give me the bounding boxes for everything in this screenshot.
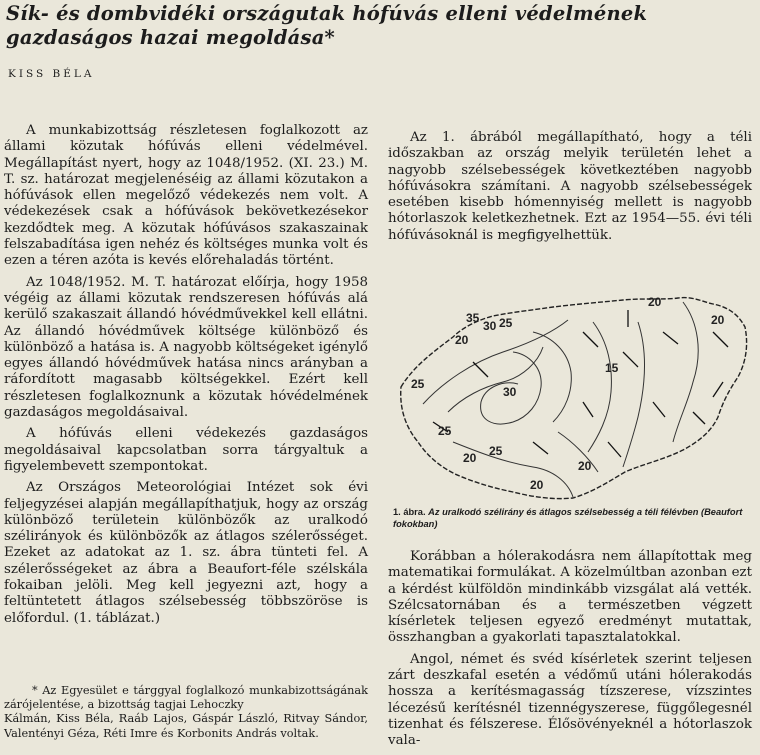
right-column-top <box>388 130 752 249</box>
paragraph: Az Országos Meteorológiai Intézet sok évi feljegyzései alapján megállapíthatjuk, hogy az ország különböző területein különbözők az uralkodó szélirányok és különbözők az átlagos szélerősséget. Ezeket az adatokat az 1. sz. ábra tünteti fel. A szélerősségeket az ábra a Beaufort-féle szélskála fokaiban jelöli. Meg kell jegyezni azt, hogy a feltüntetett átlagos szélsebesség többszöröse is előfordul. (1. táblázat.) <box>4 480 368 626</box>
arrow <box>608 442 621 457</box>
arrow <box>653 402 665 417</box>
map-label: 30 <box>483 319 497 333</box>
isoline <box>623 322 644 467</box>
wind-arrows <box>433 310 728 457</box>
figure-caption <box>393 506 755 530</box>
left-column <box>4 123 368 632</box>
isoline <box>533 332 571 422</box>
arrow <box>533 442 548 454</box>
right-column-bottom <box>388 549 752 755</box>
paragraph: Korábban a hólerakodásra nem állapítottak meg matematikai formulákat. A közelmúltban azonban ezt a kérdést külföldön mindinkább vizsgálat alá vették. Szélcsatornában és a természetben végzett kísérletek teljesen egyező eredményt mutattak, összhangban a gyakorlati tapasztalatokkal. <box>388 549 752 646</box>
map-label: 25 <box>499 316 513 330</box>
isoline <box>673 302 698 442</box>
isoline <box>588 322 611 452</box>
map-label: 20 <box>648 295 662 309</box>
footnote-line: * Az Egyesület e tárggyal foglalkozó munkabizottságának zárójelentése, a bizottság tagjai Lehoczky <box>4 684 368 712</box>
map-label: 35 <box>466 311 480 325</box>
wind-map-figure <box>393 292 755 504</box>
map-label: 25 <box>489 444 503 458</box>
footnote-line: Kálmán, Kiss Béla, Raáb Lajos, Gáspár László, Ritvay Sándor, Valentényi Géza, Réti Imre és Korbonits András voltak. <box>4 712 368 740</box>
arrow <box>473 362 488 377</box>
map-label: 30 <box>503 385 517 399</box>
map-label: 25 <box>411 377 425 391</box>
arrow <box>583 332 598 347</box>
arrow <box>713 382 723 397</box>
map-label: 20 <box>578 459 592 473</box>
arrow <box>713 332 728 347</box>
footnote <box>4 684 368 741</box>
paragraph: A munkabizottság részletesen foglalkozott az állami közutak hófúvás elleni védelmével. Megállapítást nyert, hogy az 1048/1952. (XI. 23.) M. T. sz. határozat megjelenéséig az állami közutakon a hófúvások ellen megelőző védekezés nem volt. A védekezések csak a hófúvások bekövetkezésekor kezdődtek meg. A közutak hófúvásos szakaszainak felszabadítása igen nehéz és költséges munka volt és ezen a téren azóta is kevés előrehaladás történt. <box>4 123 368 269</box>
paragraph: Az 1. ábrából megállapítható, hogy a téli időszakban az ország melyik területén lehet a nagyobb szélsebességek következtében nagyobb hófúvásokra számítani. A nagyobb szélsebességek esetében kisebb hómennyiség mellett is nagyobb hótorlaszok keletkezhetnek. Ezt az 1954—55. évi téli hófúvásoknál is megfigyelhettük. <box>388 130 752 243</box>
map-label: 20 <box>455 333 469 347</box>
arrow <box>693 412 705 424</box>
hungary-map <box>393 292 755 504</box>
map-label: 20 <box>530 478 544 492</box>
map-label: 15 <box>605 361 619 375</box>
article-title: Sík- és dombvidéki országutak hófúvás elleni védelmének gazdaságos hazai megoldása* <box>6 2 648 49</box>
paragraph: Az 1048/1952. M. T. határozat előírja, hogy 1958 végéig az állami közutak rendszeresen hófúvás alá kerülő szakaszait állandó hóvédművekkel kell ellátni. Az állandó hóvédművek költsége különböző és különböző a hatása is. A nagyobb költségeket igénylő egyes állandó hóvédművek hatása nincs arányban a ráfordított magasabb költségekkel. Ezért kell részletesen foglalkoznunk a közutak hóvédelmének gazdaságos megoldásaival. <box>4 274 368 421</box>
caption-text: Az uralkodó szélirány és átlagos szélsebesség a téli félévben (Beaufort fokokban) <box>393 507 743 529</box>
author-name: KISS BÉLA <box>8 68 95 80</box>
paragraph: A hófúvás elleni védekezés gazdaságos megoldásaival kapcsolatban sorra tárgyaltuk a figyelembevett szempontokat. <box>4 426 368 474</box>
map-label: 20 <box>711 313 725 327</box>
map-label: 25 <box>438 424 452 438</box>
arrow <box>663 332 678 344</box>
caption-prefix: 1. ábra. <box>393 507 426 517</box>
paragraph: Angol, német és svéd kísérletek szerint teljesen zárt deszkafal esetén a védőmű utáni hólerakodás hossza a kerítésmagasság tízszerese, vízszintes lécezésű kerítésnél tizennégyszerese, függőlegesnél tizenhat és félszerese. Élősövényeknél a hótorlaszok vala- <box>388 651 752 749</box>
country-outline <box>401 298 747 499</box>
map-label: 20 <box>463 451 477 465</box>
arrow <box>623 352 638 367</box>
arrow <box>583 402 593 417</box>
isoline <box>448 347 543 412</box>
